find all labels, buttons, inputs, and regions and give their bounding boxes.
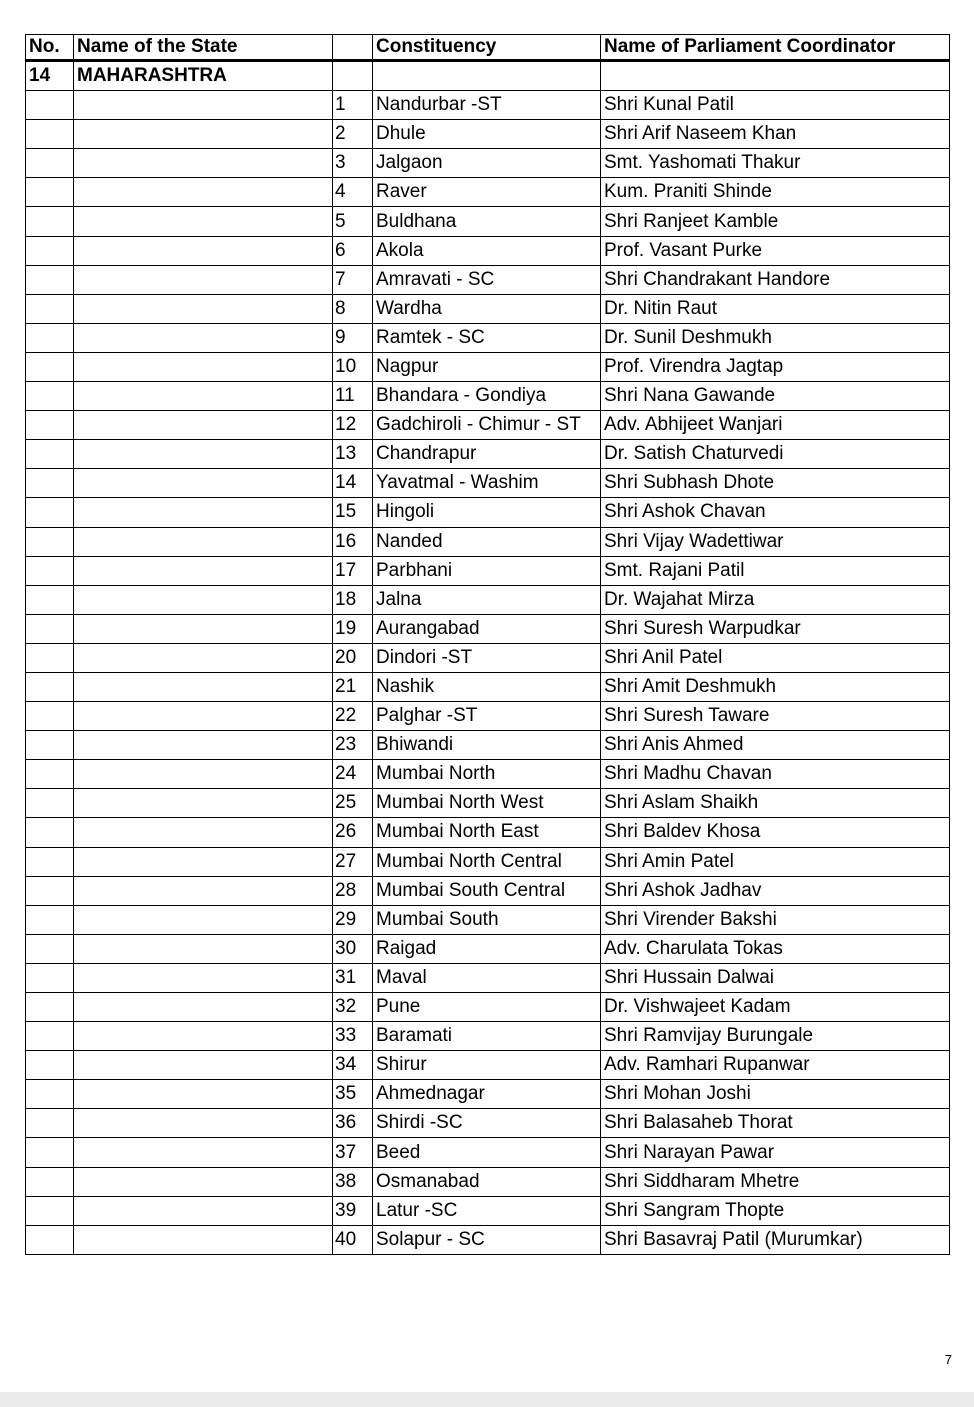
row-blank: [26, 1109, 74, 1138]
row-serial-number: 18: [333, 585, 373, 614]
header-coordinator: Name of Parliament Coordinator: [601, 35, 950, 61]
row-serial-number: 4: [333, 178, 373, 207]
table-row: [26, 411, 950, 440]
table-row: [26, 760, 950, 789]
row-constituency: Wardha: [373, 294, 601, 323]
row-constituency: Yavatmal - Washim: [373, 469, 601, 498]
row-coordinator: Shri Vijay Wadettiwar: [601, 527, 950, 556]
row-coordinator: Shri Anil Patel: [601, 643, 950, 672]
row-blank: [74, 382, 333, 411]
row-serial-number: 3: [333, 149, 373, 178]
row-blank: [74, 120, 333, 149]
row-constituency: Raver: [373, 178, 601, 207]
row-coordinator: Adv. Charulata Tokas: [601, 934, 950, 963]
row-constituency: Hingoli: [373, 498, 601, 527]
row-constituency: Raigad: [373, 934, 601, 963]
table-row: [26, 702, 950, 731]
row-blank: [26, 643, 74, 672]
row-blank: [74, 760, 333, 789]
row-coordinator: Kum. Praniti Shinde: [601, 178, 950, 207]
row-blank: [74, 818, 333, 847]
row-coordinator: Shri Suresh Taware: [601, 702, 950, 731]
row-coordinator: Shri Baldev Khosa: [601, 818, 950, 847]
row-blank: [74, 294, 333, 323]
row-serial-number: 6: [333, 236, 373, 265]
state-row: [26, 61, 950, 91]
row-blank: [26, 527, 74, 556]
row-constituency: Baramati: [373, 1022, 601, 1051]
row-blank: [26, 149, 74, 178]
row-constituency: Jalna: [373, 585, 601, 614]
row-constituency: Nandurbar -ST: [373, 91, 601, 120]
row-coordinator: Shri Amin Patel: [601, 847, 950, 876]
row-coordinator: Shri Siddharam Mhetre: [601, 1167, 950, 1196]
row-constituency: Nashik: [373, 672, 601, 701]
row-constituency: Palghar -ST: [373, 702, 601, 731]
row-blank: [74, 614, 333, 643]
row-blank: [26, 993, 74, 1022]
row-coordinator: Shri Basavraj Patil (Murumkar): [601, 1225, 950, 1254]
table-row: [26, 993, 950, 1022]
row-serial-number: 31: [333, 963, 373, 992]
row-blank: [26, 963, 74, 992]
row-blank: [74, 643, 333, 672]
row-constituency: Bhandara - Gondiya: [373, 382, 601, 411]
table-row: [26, 1167, 950, 1196]
row-constituency: Mumbai South Central: [373, 876, 601, 905]
row-constituency: Amravati - SC: [373, 265, 601, 294]
row-constituency: Buldhana: [373, 207, 601, 236]
row-constituency: Osmanabad: [373, 1167, 601, 1196]
row-constituency: Dindori -ST: [373, 643, 601, 672]
row-serial-number: 35: [333, 1080, 373, 1109]
row-serial-number: 5: [333, 207, 373, 236]
row-blank: [74, 149, 333, 178]
table-row: [26, 1138, 950, 1167]
row-blank: [74, 352, 333, 381]
row-coordinator: Shri Sangram Thopte: [601, 1196, 950, 1225]
row-serial-number: 39: [333, 1196, 373, 1225]
row-blank: [26, 934, 74, 963]
row-serial-number: 14: [333, 469, 373, 498]
row-serial-number: 1: [333, 91, 373, 120]
row-blank: [74, 876, 333, 905]
row-constituency: Aurangabad: [373, 614, 601, 643]
row-blank: [74, 207, 333, 236]
row-serial-number: 29: [333, 905, 373, 934]
row-blank: [74, 91, 333, 120]
row-constituency: Pune: [373, 993, 601, 1022]
row-blank: [74, 323, 333, 352]
table-row: [26, 1109, 950, 1138]
row-coordinator: Shri Subhash Dhote: [601, 469, 950, 498]
row-coordinator: Shri Suresh Warpudkar: [601, 614, 950, 643]
row-constituency: Dhule: [373, 120, 601, 149]
row-blank: [74, 411, 333, 440]
row-blank: [26, 876, 74, 905]
row-blank: [26, 847, 74, 876]
row-constituency: Mumbai South: [373, 905, 601, 934]
table-row: [26, 672, 950, 701]
row-serial-number: 16: [333, 527, 373, 556]
table-row: [26, 498, 950, 527]
header-state: Name of the State: [74, 35, 333, 61]
table-row: [26, 207, 950, 236]
table-row: [26, 149, 950, 178]
table-row: [26, 643, 950, 672]
row-coordinator: Dr. Vishwajeet Kadam: [601, 993, 950, 1022]
table-row: [26, 236, 950, 265]
row-blank: [26, 731, 74, 760]
row-blank: [26, 1080, 74, 1109]
row-coordinator: Shri Hussain Dalwai: [601, 963, 950, 992]
row-blank: [26, 1051, 74, 1080]
row-serial-number: 28: [333, 876, 373, 905]
row-blank: [26, 556, 74, 585]
row-coordinator: Shri Ashok Chavan: [601, 498, 950, 527]
row-coordinator: Dr. Nitin Raut: [601, 294, 950, 323]
row-coordinator: Shri Ashok Jadhav: [601, 876, 950, 905]
row-coordinator: Dr. Satish Chaturvedi: [601, 440, 950, 469]
table-row: [26, 847, 950, 876]
row-blank: [74, 236, 333, 265]
row-blank: [26, 120, 74, 149]
table-row: [26, 265, 950, 294]
row-coordinator: Shri Madhu Chavan: [601, 760, 950, 789]
row-constituency: Nagpur: [373, 352, 601, 381]
table-row: [26, 731, 950, 760]
row-blank: [26, 265, 74, 294]
row-serial-number: 32: [333, 993, 373, 1022]
row-blank: [74, 1051, 333, 1080]
row-blank: [74, 1109, 333, 1138]
row-blank: [74, 469, 333, 498]
row-blank: [26, 702, 74, 731]
row-blank: [74, 178, 333, 207]
row-constituency: Parbhani: [373, 556, 601, 585]
row-serial-number: 36: [333, 1109, 373, 1138]
row-blank: [26, 469, 74, 498]
row-constituency: Shirur: [373, 1051, 601, 1080]
row-serial-number: 40: [333, 1225, 373, 1254]
row-coordinator: Shri Narayan Pawar: [601, 1138, 950, 1167]
state-name: MAHARASHTRA: [74, 61, 333, 91]
row-coordinator: Shri Nana Gawande: [601, 382, 950, 411]
row-constituency: Chandrapur: [373, 440, 601, 469]
table-row: [26, 469, 950, 498]
row-blank: [26, 818, 74, 847]
row-blank: [74, 527, 333, 556]
table-row: [26, 818, 950, 847]
row-serial-number: 30: [333, 934, 373, 963]
table-row: [26, 91, 950, 120]
row-blank: [26, 411, 74, 440]
row-blank: [74, 1138, 333, 1167]
row-blank: [26, 1167, 74, 1196]
row-blank: [26, 1022, 74, 1051]
row-constituency: Mumbai North Central: [373, 847, 601, 876]
row-blank: [26, 1138, 74, 1167]
table-row: [26, 905, 950, 934]
row-serial-number: 24: [333, 760, 373, 789]
row-constituency: Jalgaon: [373, 149, 601, 178]
row-serial-number: 2: [333, 120, 373, 149]
row-constituency: Mumbai North West: [373, 789, 601, 818]
row-constituency: Mumbai North: [373, 760, 601, 789]
table-row: [26, 527, 950, 556]
row-blank: [74, 672, 333, 701]
header-no: No.: [26, 35, 74, 61]
row-constituency: Bhiwandi: [373, 731, 601, 760]
header-blank: [333, 35, 373, 61]
table-row: [26, 1225, 950, 1254]
row-serial-number: 19: [333, 614, 373, 643]
header-row: [26, 35, 950, 61]
row-coordinator: Shri Kunal Patil: [601, 91, 950, 120]
row-blank: [74, 1196, 333, 1225]
row-serial-number: 10: [333, 352, 373, 381]
row-constituency: Maval: [373, 963, 601, 992]
row-coordinator: Adv. Ramhari Rupanwar: [601, 1051, 950, 1080]
row-blank: [26, 236, 74, 265]
row-constituency: Shirdi -SC: [373, 1109, 601, 1138]
row-coordinator: Prof. Virendra Jagtap: [601, 352, 950, 381]
row-blank: [74, 585, 333, 614]
row-coordinator: Dr. Sunil Deshmukh: [601, 323, 950, 352]
row-coordinator: Shri Chandrakant Handore: [601, 265, 950, 294]
row-coordinator: Adv. Abhijeet Wanjari: [601, 411, 950, 440]
row-constituency: Solapur - SC: [373, 1225, 601, 1254]
row-serial-number: 17: [333, 556, 373, 585]
row-coordinator: Smt. Rajani Patil: [601, 556, 950, 585]
row-serial-number: 23: [333, 731, 373, 760]
table-row: [26, 963, 950, 992]
row-blank: [74, 1080, 333, 1109]
row-coordinator: Shri Anis Ahmed: [601, 731, 950, 760]
table-row: [26, 1196, 950, 1225]
header-constituency: Constituency: [373, 35, 601, 61]
state-blank: [333, 61, 373, 91]
row-serial-number: 26: [333, 818, 373, 847]
coordinator-table: [25, 34, 950, 1255]
row-blank: [26, 382, 74, 411]
row-serial-number: 12: [333, 411, 373, 440]
table-row: [26, 1051, 950, 1080]
row-blank: [26, 789, 74, 818]
row-coordinator: Shri Ramvijay Burungale: [601, 1022, 950, 1051]
row-blank: [74, 789, 333, 818]
row-blank: [74, 731, 333, 760]
row-serial-number: 7: [333, 265, 373, 294]
row-blank: [74, 847, 333, 876]
row-coordinator: Shri Virender Bakshi: [601, 905, 950, 934]
row-blank: [74, 440, 333, 469]
table-row: [26, 440, 950, 469]
row-serial-number: 21: [333, 672, 373, 701]
row-blank: [74, 556, 333, 585]
row-coordinator: Prof. Vasant Purke: [601, 236, 950, 265]
row-serial-number: 13: [333, 440, 373, 469]
row-blank: [26, 614, 74, 643]
row-blank: [74, 993, 333, 1022]
row-blank: [26, 207, 74, 236]
row-serial-number: 15: [333, 498, 373, 527]
row-blank: [26, 352, 74, 381]
row-blank: [74, 702, 333, 731]
table-row: [26, 178, 950, 207]
row-serial-number: 33: [333, 1022, 373, 1051]
table-row: [26, 382, 950, 411]
row-coordinator: Shri Balasaheb Thorat: [601, 1109, 950, 1138]
row-coordinator: Shri Ranjeet Kamble: [601, 207, 950, 236]
row-blank: [26, 672, 74, 701]
table-row: [26, 323, 950, 352]
row-blank: [74, 934, 333, 963]
row-coordinator: Shri Arif Naseem Khan: [601, 120, 950, 149]
row-serial-number: 9: [333, 323, 373, 352]
row-coordinator: Shri Aslam Shaikh: [601, 789, 950, 818]
state-blank: [601, 61, 950, 91]
row-serial-number: 11: [333, 382, 373, 411]
row-blank: [26, 760, 74, 789]
row-constituency: Gadchiroli - Chimur - ST: [373, 411, 601, 440]
row-serial-number: 34: [333, 1051, 373, 1080]
row-blank: [74, 1022, 333, 1051]
table-row: [26, 789, 950, 818]
row-serial-number: 37: [333, 1138, 373, 1167]
row-serial-number: 38: [333, 1167, 373, 1196]
table-row: [26, 1022, 950, 1051]
row-blank: [26, 905, 74, 934]
row-blank: [26, 1225, 74, 1254]
table-row: [26, 294, 950, 323]
row-blank: [26, 178, 74, 207]
row-coordinator: Shri Amit Deshmukh: [601, 672, 950, 701]
table-row: [26, 352, 950, 381]
state-blank: [373, 61, 601, 91]
row-constituency: Ramtek - SC: [373, 323, 601, 352]
row-blank: [74, 1167, 333, 1196]
page-bottom-band: [0, 1392, 974, 1407]
row-blank: [26, 1196, 74, 1225]
row-blank: [26, 294, 74, 323]
row-constituency: Ahmednagar: [373, 1080, 601, 1109]
row-blank: [26, 323, 74, 352]
row-blank: [74, 963, 333, 992]
table-row: [26, 1080, 950, 1109]
row-constituency: Akola: [373, 236, 601, 265]
table-row: [26, 585, 950, 614]
table-row: [26, 614, 950, 643]
row-blank: [74, 498, 333, 527]
table-row: [26, 876, 950, 905]
row-blank: [74, 265, 333, 294]
row-constituency: Nanded: [373, 527, 601, 556]
row-blank: [26, 440, 74, 469]
row-blank: [26, 91, 74, 120]
page-number: 7: [944, 1352, 952, 1367]
row-serial-number: 20: [333, 643, 373, 672]
table-row: [26, 934, 950, 963]
row-coordinator: Shri Mohan Joshi: [601, 1080, 950, 1109]
row-constituency: Beed: [373, 1138, 601, 1167]
row-constituency: Latur -SC: [373, 1196, 601, 1225]
row-blank: [74, 905, 333, 934]
table-row: [26, 556, 950, 585]
row-serial-number: 25: [333, 789, 373, 818]
row-serial-number: 27: [333, 847, 373, 876]
row-blank: [26, 498, 74, 527]
row-coordinator: Dr. Wajahat Mirza: [601, 585, 950, 614]
row-coordinator: Smt. Yashomati Thakur: [601, 149, 950, 178]
row-blank: [74, 1225, 333, 1254]
row-serial-number: 8: [333, 294, 373, 323]
row-constituency: Mumbai North East: [373, 818, 601, 847]
row-serial-number: 22: [333, 702, 373, 731]
row-blank: [26, 585, 74, 614]
table-row: [26, 120, 950, 149]
state-number: 14: [26, 61, 74, 91]
